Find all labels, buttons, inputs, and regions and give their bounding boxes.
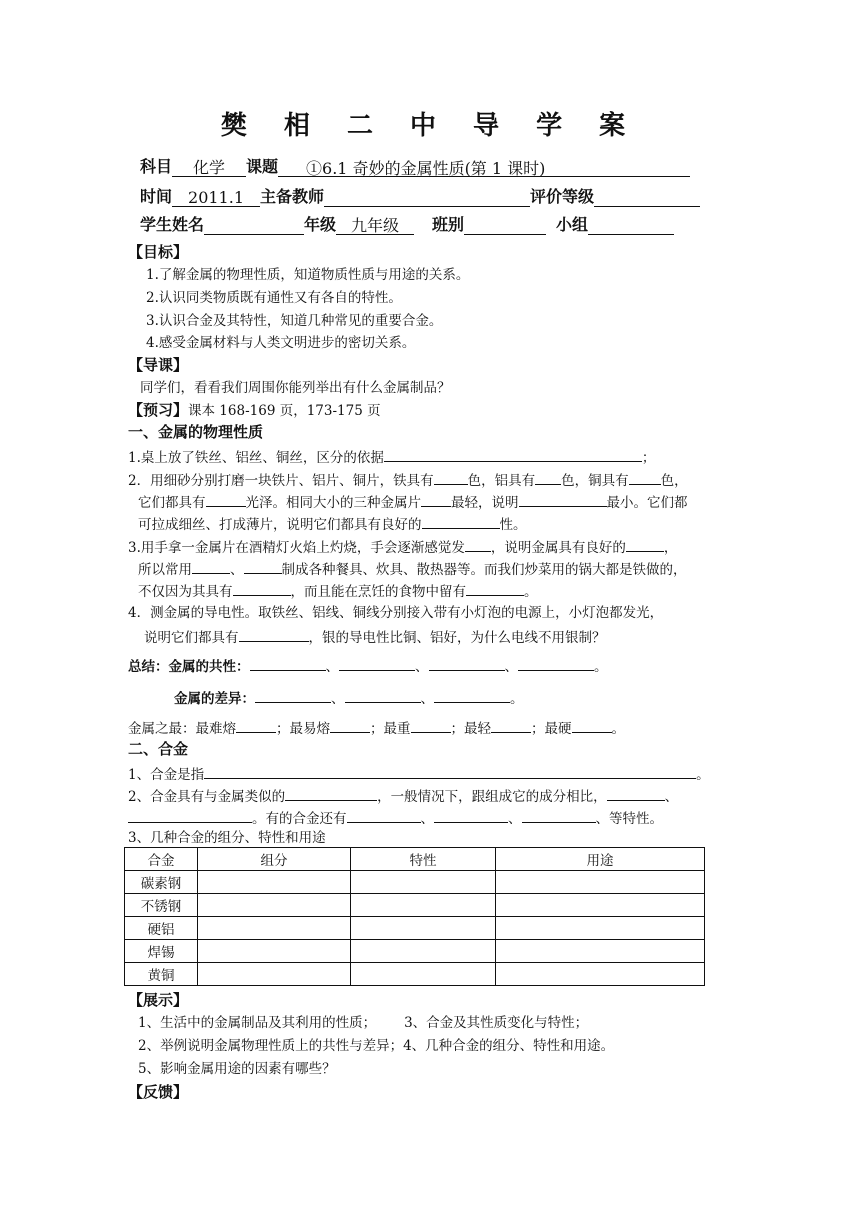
answer-blank[interactable] [522,806,596,823]
intro-heading: 【导课】 [128,356,189,374]
table-cell[interactable] [496,963,705,986]
feedback-heading: 【反馈】 [128,1083,189,1101]
topic-label: 课题 [246,157,279,176]
answer-blank[interactable] [465,535,491,552]
table-cell[interactable] [351,871,496,894]
goal-item: 3.认识合金及其特性，知道几种常见的重要合金。 [146,313,443,329]
table-cell[interactable] [351,940,496,963]
answer-blank[interactable] [422,512,500,529]
answer-blank[interactable] [491,716,531,733]
group-label: 小组 [556,215,589,234]
preview-heading: 【预习】 [128,401,189,419]
answer-blank[interactable] [466,579,524,596]
answer-blank[interactable] [128,806,252,823]
summary-common-label: 总结：金属的共性： [128,659,250,675]
table-cell[interactable] [496,894,705,917]
preview-line [128,400,381,421]
student-blank[interactable] [204,216,304,235]
part2-q3: 3、几种合金的组分、特性和用途 [128,830,326,846]
summary-common-line: 总结：金属的共性： 、 、 、 。 [128,654,608,677]
answer-blank[interactable] [236,716,276,733]
table-cell[interactable] [351,917,496,940]
extremes-line: 金属之最：最难熔 ；最易熔 ；最重 ；最轻 ；最硬 。 [128,716,625,739]
table-header-cell: 用途 [496,848,705,871]
table-header-cell: 特性 [351,848,496,871]
answer-blank[interactable] [347,806,421,823]
part1-q3-line3: 不仅因为其具有 ，而且能在烹饪的食物中留有 。 [138,579,538,602]
answer-blank[interactable] [384,445,642,462]
goal-item: 4.感受金属材料与人类文明进步的密切关系。 [146,335,416,351]
answer-blank[interactable] [429,654,505,671]
answer-blank[interactable] [626,535,664,552]
table-cell[interactable] [496,871,705,894]
table-row [125,963,705,986]
show-line-2: 2、举例说明金属物理性质上的共性与差异；4、几种合金的组分、特性和用途。 [138,1038,615,1054]
summary-diff-label: 金属的差异： [174,691,255,707]
table-cell[interactable] [351,963,496,986]
alloy-table [124,847,705,986]
page-title: 樊 相 二 中 导 学 案 [220,111,640,141]
time-label: 时间 [140,187,173,206]
part1-q4-line1: 4．测金属的导电性。取铁丝、铝线、铜线分别接入带有小灯泡的电源上，小灯泡都发光， [128,605,664,621]
table-row [125,871,705,894]
part1-q1: 1.桌上放了铁丝、铝丝、铜丝，区分的依据 ； [128,445,655,468]
alloy-name-cell: 硬铝 [125,917,198,940]
teacher-label: 主备教师 [260,187,325,206]
alloy-name-cell: 碳素钢 [125,871,198,894]
table-header-row [125,848,705,871]
part1-q2-line2: 它们都具有 光泽。相同大小的三种金属片 最轻，说明 最小。它们都 [138,490,688,513]
part1-q3-line1: 3.用手拿一金属片在酒精灯火焰上灼烧，手会逐渐感觉发 ，说明金属具有良好的 ， [128,535,677,558]
answer-blank[interactable] [518,654,594,671]
answer-blank[interactable] [519,490,607,507]
answer-blank[interactable] [250,654,326,671]
show-heading: 【展示】 [128,991,189,1009]
table-row [125,917,705,940]
topic-value: ①6.1 奇妙的金属性质(第 1 课时) [278,159,690,177]
answer-blank[interactable] [233,579,291,596]
grade-eval-blank[interactable] [594,188,700,207]
goal-item: 1.了解金属的物理性质，知道物质性质与用途的关系。 [146,267,470,283]
answer-blank[interactable] [330,716,370,733]
part1-q3-line2: 所以常用 、 制成各种餐具、炊具、散热器等。而我们炒菜用的锅大都是铁做的， [138,557,687,580]
answer-blank[interactable] [421,490,451,507]
answer-blank[interactable] [434,686,510,703]
grade-value: 九年级 [336,216,414,235]
time-value: 2011.1 [172,188,260,207]
part1-q4-line2: 说明它们都具有 ，银的导电性比铜、铝好，为什么电线不用银制？ [144,625,606,648]
answer-blank[interactable] [204,762,696,779]
teacher-blank[interactable] [324,188,530,207]
answer-blank[interactable] [535,468,561,485]
answer-blank[interactable] [434,468,468,485]
table-cell[interactable] [198,871,351,894]
group-blank[interactable] [588,216,674,235]
goals-heading: 【目标】 [128,243,189,261]
alloy-name-cell: 焊锡 [125,940,198,963]
table-header-cell: 组分 [198,848,351,871]
answer-blank[interactable] [411,716,451,733]
table-cell[interactable] [351,894,496,917]
part1-q2-line1: 2．用细砂分别打磨一块铁片、铝片、铜片，铁具有 色，铝具有 色，铜具有 色， [128,468,688,491]
goal-item: 2.认识同类物质既有通性又有各自的特性。 [146,290,402,306]
answer-blank[interactable] [206,490,246,507]
table-header-cell: 合金 [125,848,198,871]
intro-text: 同学们，看看我们周围你能列举出有什么金属制品？ [140,380,451,396]
answer-blank[interactable] [434,806,508,823]
part1-q2-line3: 可拉成细丝、打成薄片，说明它们都具有良好的 性。 [138,512,527,535]
show-line-3: 5、影响金属用途的因素有哪些？ [138,1061,336,1077]
subject-value: 化学 [172,158,246,177]
table-cell[interactable] [198,940,351,963]
show-line-1: 1、生活中的金属制品及其利用的性质； 3、合金及其性质变化与特性； [138,1015,589,1031]
part2-q2-line2: 。有的合金还有 、 、 、等特性。 [128,806,663,829]
answer-blank[interactable] [285,784,377,801]
table-cell[interactable] [496,917,705,940]
preview-text: 课本 168-169 页，173-175 页 [188,403,381,419]
part2-heading: 二、合金 [128,740,189,758]
answer-blank[interactable] [339,654,415,671]
answer-blank[interactable] [255,686,331,703]
header-row-subject [140,157,690,177]
table-cell[interactable] [198,963,351,986]
answer-blank[interactable] [607,784,665,801]
student-label: 学生姓名 [140,215,205,234]
table-row [125,894,705,917]
table-row [125,940,705,963]
answer-blank[interactable] [629,468,661,485]
table-cell[interactable] [198,917,351,940]
subject-label: 科目 [140,157,173,176]
part2-q2-line1: 2、合金具有与金属类似的 ，一般情况下，跟组成它的成分相比， 、 [128,784,678,807]
answer-blank[interactable] [572,716,612,733]
answer-blank[interactable] [345,686,421,703]
class-blank[interactable] [464,216,546,235]
alloy-name-cell: 不锈钢 [125,894,198,917]
part1-heading: 一、金属的物理性质 [128,423,264,441]
table-cell[interactable] [198,894,351,917]
header-row-student [140,215,674,235]
grade-label: 年级 [304,215,337,234]
part2-q1: 1、合金是指 。 [128,762,710,785]
table-cell[interactable] [496,940,705,963]
answer-blank[interactable] [192,557,230,574]
grade-eval-label: 评价等级 [530,187,595,206]
answer-blank[interactable] [244,557,282,574]
header-row-time [140,187,700,207]
alloy-name-cell: 黄铜 [125,963,198,986]
answer-blank[interactable] [239,625,309,642]
summary-diff-line: 金属的差异： 、 、 。 [174,686,524,709]
class-label: 班别 [432,215,465,234]
